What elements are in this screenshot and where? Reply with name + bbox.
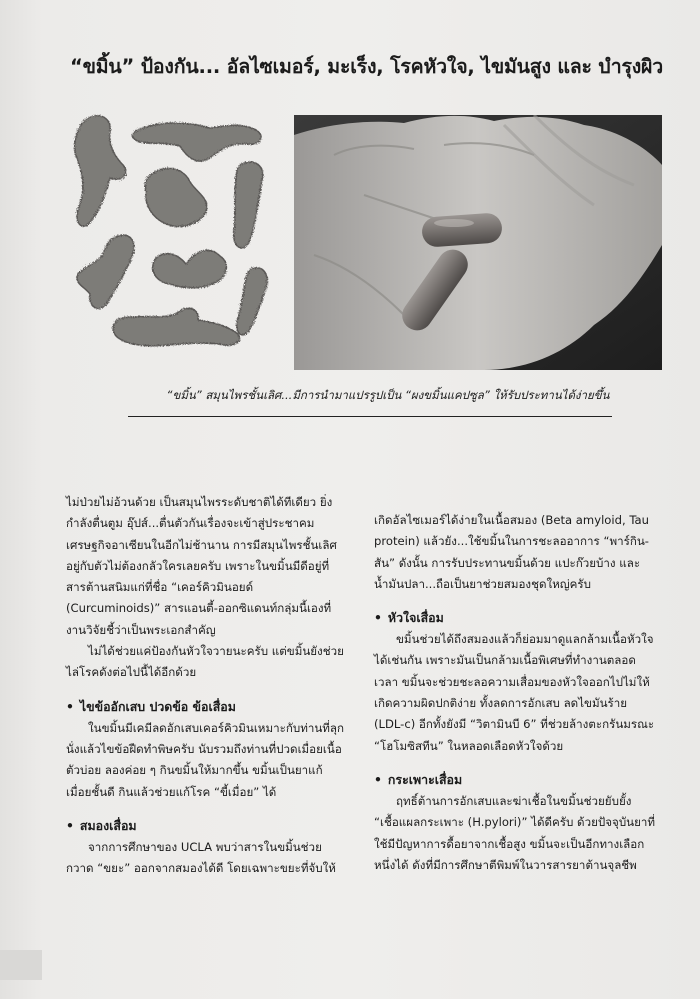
- bullet-icon: •: [66, 698, 74, 714]
- intro-paragraph: ไม่ป่วยไม่อ้วนด้วย เป็นสมุนไพรระดับชาติได้ทีเดียว ยิ่งกำลังตื่นตูม อุ๊ปส์...ตื่นตัวกันเรื่องจะเข้าสู่ประชาคมเศรษฐกิจอาเซียนในอีกไม่ช้านาน การมีสมุนไพรชั้นเลิศอยู่กับตัวไม่ต้องกลัวใครเลยครับ เพราะในขมิ้นมีดีอยู่ที่สารต้านสนิมแก่ที่ชื่อ “เคอร์คิวมินอยด์ (Curcuminoids)” สารแอนตี้-ออกซิแดนท์กลุ่มนี้เองที่งานวิจัยชี้ว่าเป็นพระเอกสำคัญ: [66, 495, 337, 637]
- section-heading: • ไขข้ออักเสบ ปวดข้อ ข้อเสื่อม: [66, 698, 236, 714]
- section-paragraph: ฤทธิ์ต้านการอักเสบและฆ่าเชื้อในขมิ้นช่วยยับยั้ง “เชื้อแผลกระเพาะ (H.pylori)” ได้ดีครับ ด้วยปัจจุบันยาที่ใช้มีปัญหาการดื้อยาจากเชื้อสูง ขมิ้นจะเป็นอีกทางเลือกหนึ่งได้ ดังที่มีการศึกษาตีพิมพ์ในวารสารยาต้านจุลชีพ: [374, 793, 656, 872]
- capsules-in-hand-photo: [294, 115, 662, 370]
- section-paragraph: จากการศึกษาของ UCLA พบว่าสารในขมิ้นช่วยกวาด “ขยะ” ออกจากสมองได้ดี โดยเฉพาะขยะที่จับให้: [66, 839, 336, 876]
- hand-capsules-graphic: [294, 115, 662, 370]
- turmeric-roots-image: [60, 108, 292, 358]
- photo-caption: “ขมิ้น” สมุนไพรชั้นเลิศ...มีการนำมาแปรรูปเป็น “ผงขมิ้นแคปซูล” ให้รับประทานได้ง่ายขึ้น: [166, 388, 610, 402]
- section-heading: • หัวใจเสื่อม: [374, 610, 444, 626]
- article-headline: “ขมิ้น” ป้องกัน... อัลไซเมอร์, มะเร็ง, โรคหัวใจ, ไขมันสูง และ บำรุงผิว: [70, 55, 664, 78]
- caption-divider: [128, 416, 612, 417]
- left-column: [66, 492, 348, 879]
- right-column: [374, 510, 656, 876]
- intro-paragraph: ไม่ได้ช่วยแค่ป้องกันหัวใจวายนะครับ แต่ขมิ้นยังช่วยไล่โรคดังต่อไปนี้ได้อีกด้วย: [66, 644, 344, 680]
- bullet-icon: •: [374, 771, 382, 787]
- section-paragraph: ขมิ้นช่วยได้ถึงสมองแล้วก็ย่อมมาดูแลกล้ามเนื้อหัวใจได้เช่นกัน เพราะมันเป็นกล้ามเนื้อพิเศษที่ทำงานตลอดเวลา ขมิ้นจะช่วยชะลอความเสื่อมของหัวใจออกไปไม่ให้เกิดความผิดปกติง่าย ทั้งลดการอักเสบ ลดไขมันร้าย (LDL-c) อีกทั้งยังมี “วิตามินบี 6” ที่ช่วยล้างตะกรันมรณะ “โฮโมซิสทีน” ในหลอดเลือดหัวใจด้วย: [374, 632, 655, 753]
- page-corner: [0, 950, 42, 980]
- section-heading: • สมองเสื่อม: [66, 817, 137, 833]
- continued-paragraph: เกิดอัลไซเมอร์ได้ง่ายในเนื้อสมอง (Beta amyloid, Tau protein) แล้วยัง...ใช้ขมิ้นในการชะลออาการ “พาร์กิน-สัน” ดังนั้น การรับประทานขมิ้นด้วย แปะก๊วยบ้าง และน้ำมันปลา...ถือเป็นยาช่วยสมองชุดใหญ่ครับ: [374, 513, 649, 591]
- section-paragraph: ในขมิ้นมีเคมีลดอักเสบเคอร์คิวมินเหมาะกับท่านที่ลุกนั่งแล้วไขข้อฝืดทำพิษครับ นับรวมถึงท่านที่ปวดเมื่อยเนื้อตัวบ่อย ลองค่อย ๆ กินขมิ้นให้มากขึ้น ขมิ้นเป็นยาแก้เมื่อยชั้นดี กินแล้วช่วยแก้โรค “ขี้เมื่อย” ได้: [66, 720, 345, 799]
- bullet-icon: •: [66, 817, 74, 833]
- section-heading: • กระเพาะเสื่อม: [374, 771, 463, 787]
- bullet-icon: •: [374, 610, 382, 626]
